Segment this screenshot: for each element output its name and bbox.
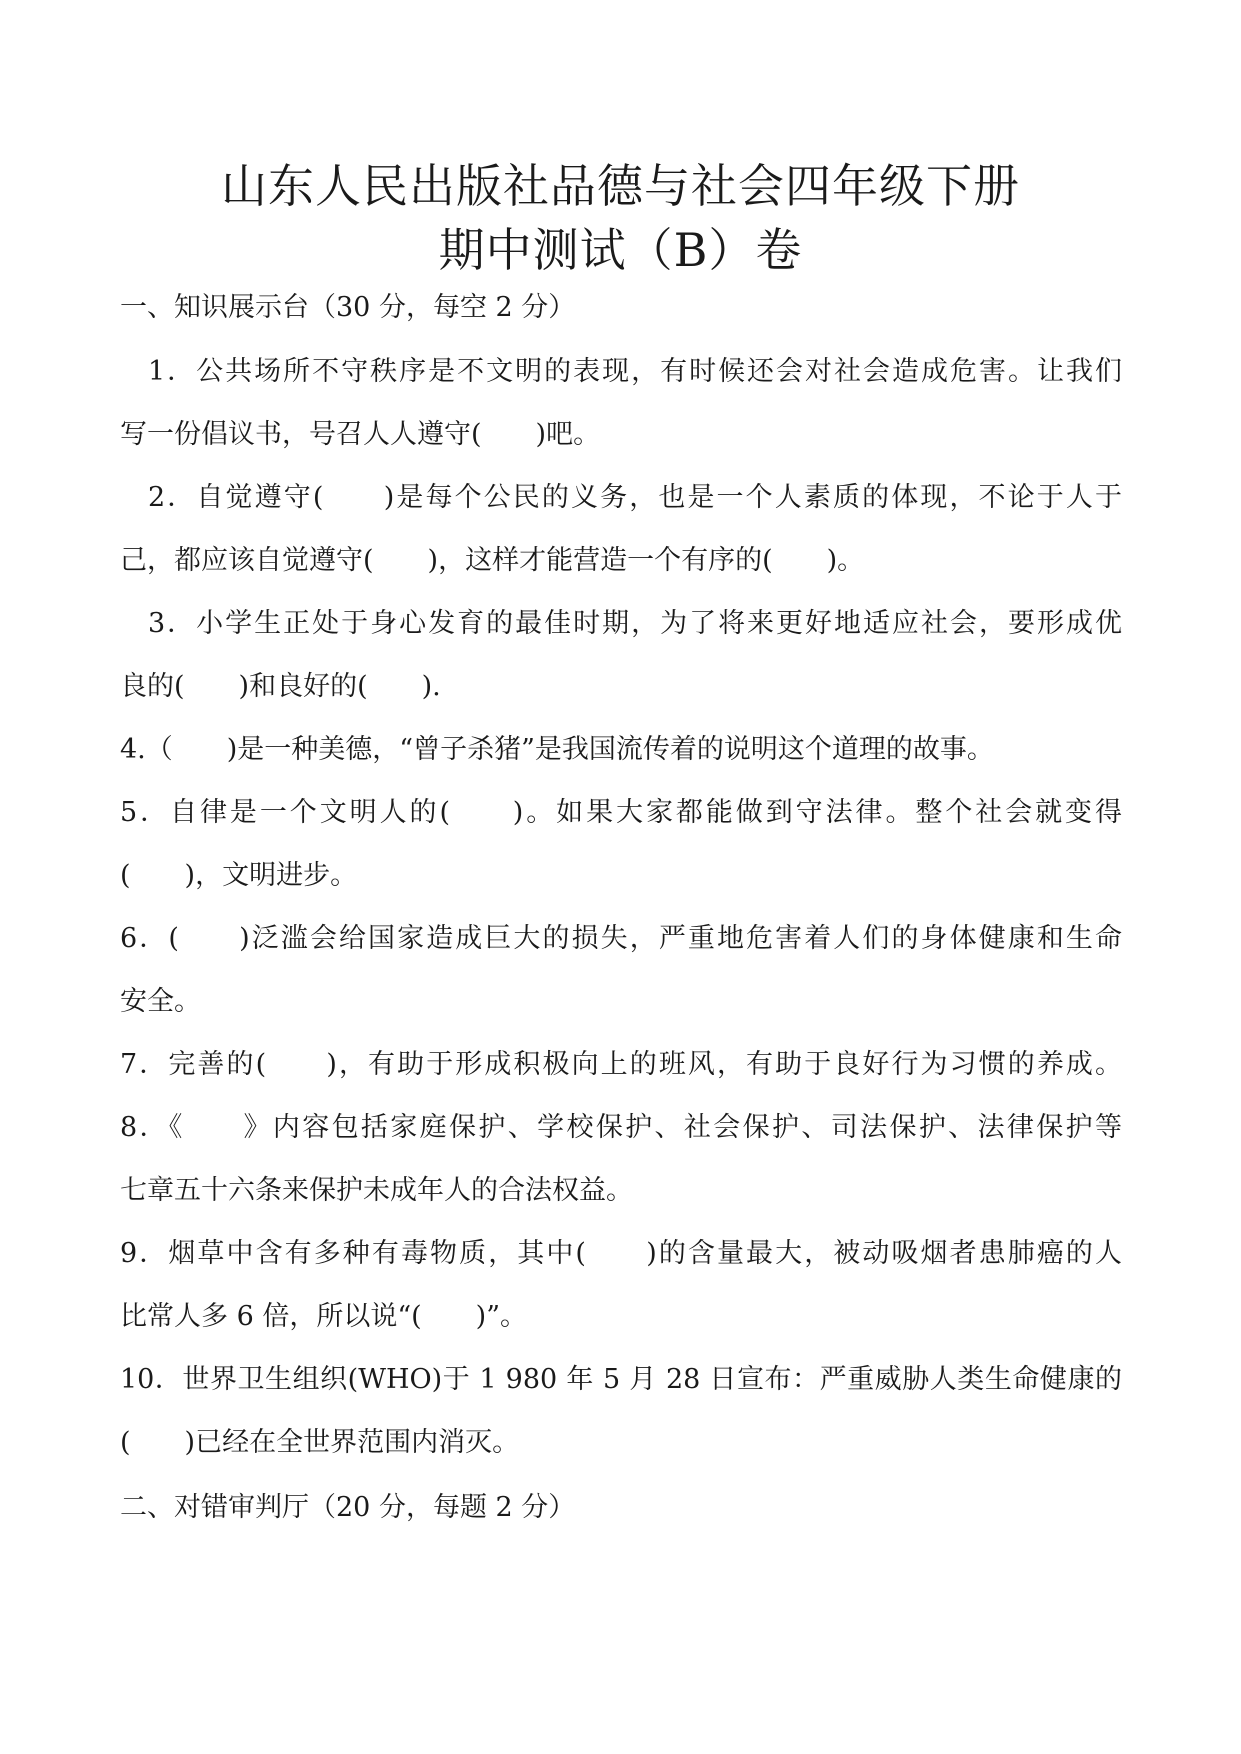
- question-8-line-2: 七章五十六条来保护未成年人的合法权益。: [120, 1175, 633, 1206]
- question-10-line-1: 10．世界卫生组织(WHO)于 1 980 年 5 月 28 日宣布：严重威胁人类生命健康的: [120, 1364, 1122, 1395]
- title-line-1: 山东人民出版社品德与社会四年级下册: [221, 159, 1020, 213]
- question-4: 4.（ )是一种美德，“曾子杀猪”是我国流传着的说明这个道理的故事。: [120, 734, 994, 765]
- question-2-line-1: 2．自觉遵守( )是每个公民的义务，也是一个人素质的体现，不论于人于: [148, 482, 1122, 513]
- question-1-line-2: 写一份倡议书，号召人人遵守( )吧。: [120, 419, 601, 450]
- question-7: 7．完善的( )，有助于形成积极向上的班风，有助于良好行为习惯的养成。: [120, 1049, 1122, 1080]
- question-3-line-1: 3．小学生正处于身心发育的最佳时期，为了将来更好地适应社会，要形成优: [148, 608, 1122, 639]
- question-1-line-1: 1．公共场所不守秩序是不文明的表现，有时候还会对社会造成危害。让我们: [148, 356, 1122, 387]
- question-10-line-2: ( )已经在全世界范围内消灭。: [120, 1427, 520, 1458]
- question-3-line-2: 良的( )和良好的( ).: [120, 671, 441, 702]
- section-heading-2: 二、对错审判厅（20 分，每题 2 分）: [120, 1492, 576, 1523]
- question-9-line-1: 9．烟草中含有多种有毒物质，其中( )的含量最大，被动吸烟者患肺癌的人: [120, 1238, 1122, 1269]
- question-5-line-1: 5．自律是一个文明人的( )。如果大家都能做到守法律。整个社会就变得: [120, 797, 1122, 828]
- question-8-line-1: 8．《 》内容包括家庭保护、学校保护、社会保护、司法保护、法律保护等: [120, 1112, 1122, 1143]
- question-9-line-2: 比常人多 6 倍，所以说“( )”。: [120, 1301, 528, 1332]
- question-6-line-1: 6．( )泛滥会给国家造成巨大的损失，严重地危害着人们的身体健康和生命: [120, 923, 1122, 954]
- question-5-line-2: ( )，文明进步。: [120, 860, 358, 891]
- section-heading-1: 一、知识展示台（30 分，每空 2 分）: [120, 292, 576, 323]
- question-2-line-2: 己，都应该自觉遵守( )，这样才能营造一个有序的( )。: [120, 545, 865, 576]
- title-line-2: 期中测试（B）卷: [438, 223, 803, 277]
- question-6-line-2: 安全。: [120, 986, 201, 1017]
